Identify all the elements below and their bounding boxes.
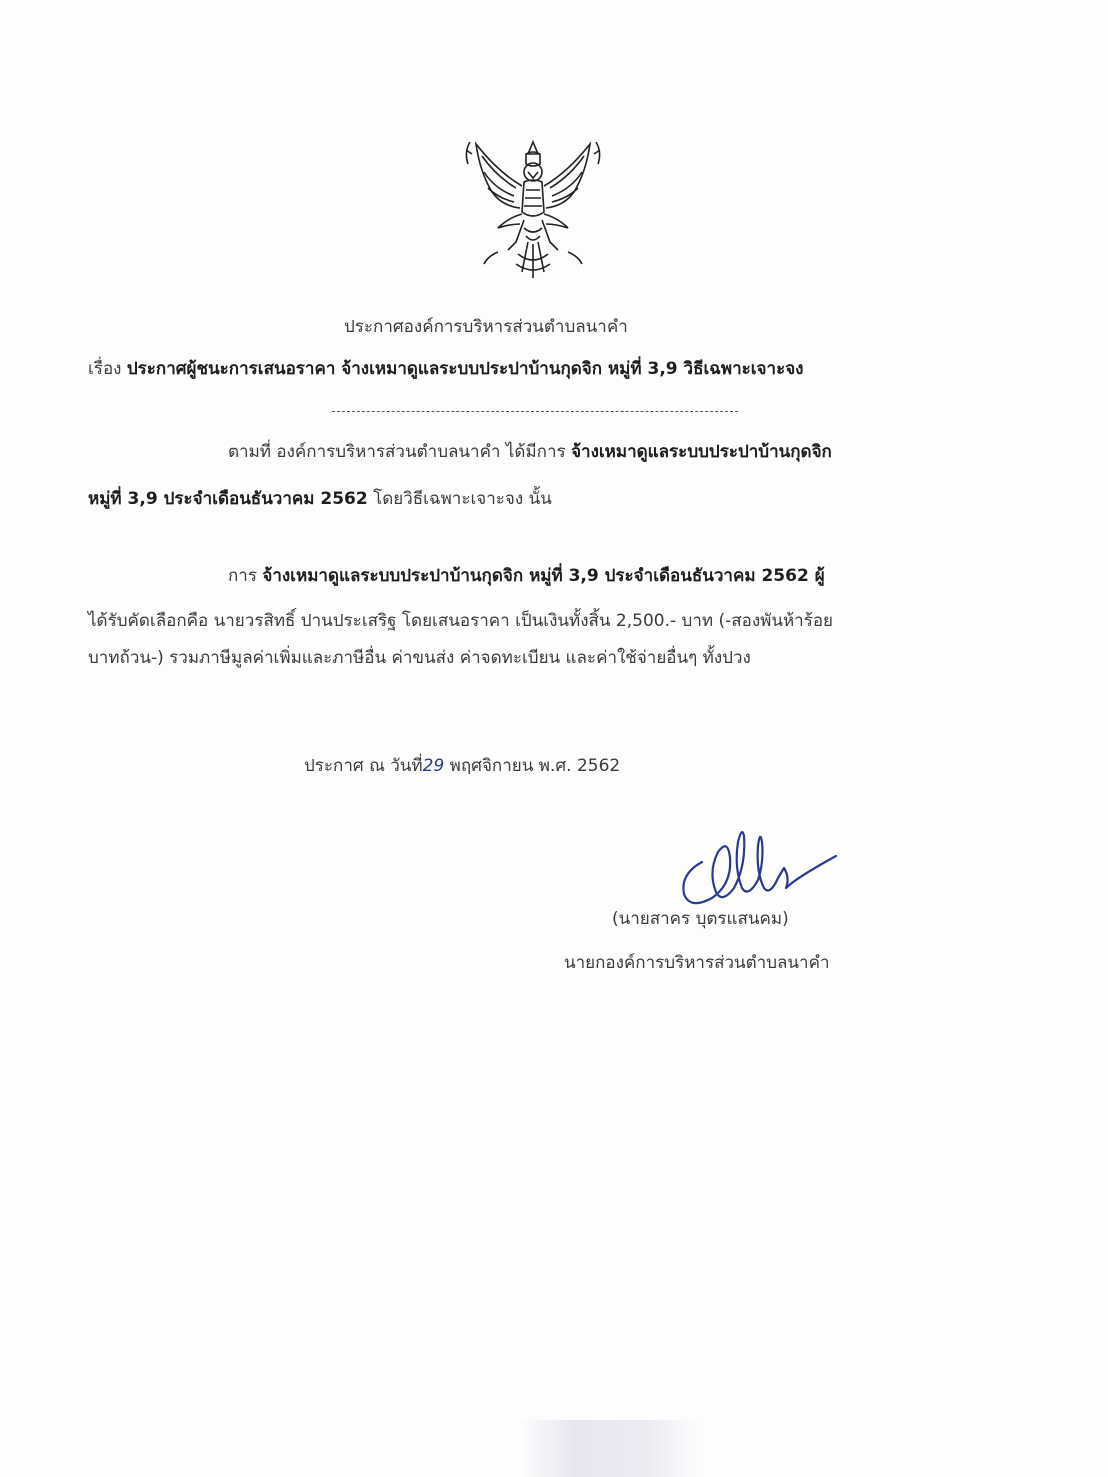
paragraph2-line2: ได้รับคัดเลือกคือ นายวรสิทธิ์ ปานประเสริฐ โดยเสนอราคา เป็นเงินทั้งสิ้น 2,500.- บาท (-สองพันห้าร้อย <box>88 611 834 631</box>
paragraph1-period: หมู่ที่ 3,9 ประจำเดือนธันวาคม 2562 <box>88 489 368 509</box>
paragraph1-line1 <box>228 441 832 463</box>
signature-icon <box>672 822 844 918</box>
subject-label: เรื่อง <box>88 359 122 379</box>
signer-name: (นายสาคร บุตรแสนคม) <box>612 909 789 929</box>
announcement-prefix: ประกาศ ณ วันที่ <box>304 756 423 776</box>
paragraph1-intro: ตามที่ องค์การบริหารส่วนตำบลนาคำ ได้มีการ <box>228 442 572 462</box>
paragraph2-line1 <box>228 565 825 587</box>
paragraph2-lead-tail: ผู้ <box>808 566 825 586</box>
scan-smudge <box>520 1420 700 1477</box>
announcement-day: 29 <box>422 756 445 776</box>
announcement-date <box>304 755 620 777</box>
signer-position: นายกองค์การบริหารส่วนตำบลนาคำ <box>564 953 830 973</box>
paragraph2-lead: การ <box>228 566 263 586</box>
paragraph2-project: จ้างเหมาดูแลระบบประปาบ้านกุดจิก หมู่ที่ 3,9 ประจำเดือนธันวาคม 2562 <box>262 566 809 586</box>
announcement-suffix: พฤศจิกายน พ.ศ. 2562 <box>444 756 621 776</box>
paragraph1-method: โดยวิธีเฉพาะเจาะจง นั้น <box>367 489 552 509</box>
subject-text: ประกาศผู้ชนะการเสนอราคา จ้างเหมาดูแลระบบประปาบ้านกุดจิก หมู่ที่ 3,9 วิธีเฉพาะเจาะจง <box>126 359 804 379</box>
paragraph1-project: จ้างเหมาดูแลระบบประปาบ้านกุดจิก <box>571 442 832 462</box>
document-title: ประกาศองค์การบริหารส่วนตำบลนาคำ <box>344 317 628 337</box>
paragraph1-line2 <box>88 488 552 510</box>
divider <box>332 411 738 412</box>
garuda-emblem-icon <box>458 132 608 282</box>
document-subject <box>88 358 803 380</box>
paragraph2-line3: บาทถ้วน-) รวมภาษีมูลค่าเพิ่มและภาษีอื่น ค่าขนส่ง ค่าจดทะเบียน และค่าใช้จ่ายอื่นๆ ทั้งปวง <box>88 648 751 668</box>
